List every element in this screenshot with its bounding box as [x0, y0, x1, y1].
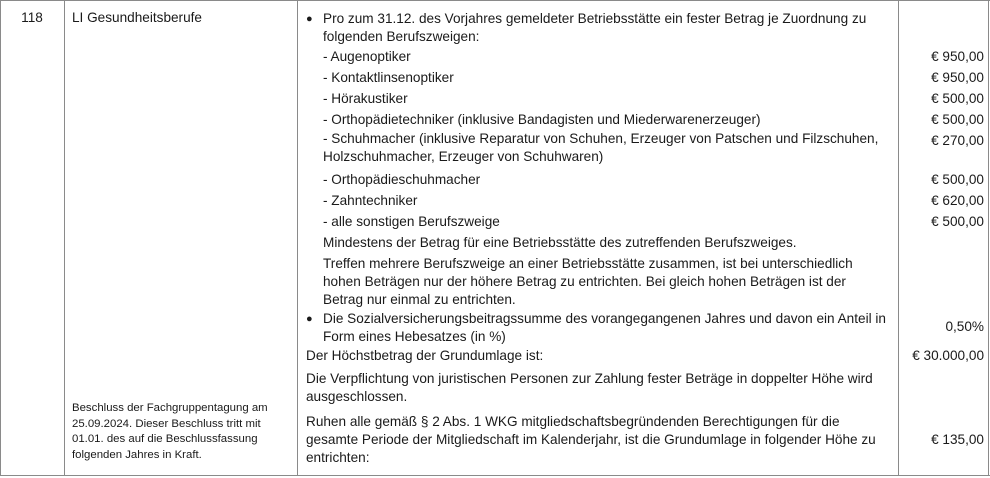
- profession-label: - Zahntechniker: [323, 193, 418, 208]
- max-amount-text: Der Höchstbetrag der Grundumlage ist:: [306, 348, 544, 363]
- profession-amount: € 950,00: [931, 49, 984, 64]
- profession-amount: € 500,00: [931, 214, 984, 229]
- legal-persons-text-line: ausgeschlossen.: [306, 389, 408, 404]
- table-border-top: [0, 0, 990, 1]
- bullet1-text-line: folgenden Berufszweigen:: [323, 29, 480, 44]
- bullet2-text-line: Die Sozialversicherungsbeitragssumme des vorangegangenen Jahres und davon ein Anteil in: [323, 311, 886, 326]
- profession-amount: € 500,00: [931, 91, 984, 106]
- bullet2-text-line: Form eines Hebesatzes (in %): [323, 329, 506, 344]
- bullet-icon: ●: [306, 313, 313, 325]
- profession-amount: € 950,00: [931, 70, 984, 85]
- profession-amount: € 500,00: [931, 172, 984, 187]
- multiple-text-line: hohen Beträgen nur der höhere Betrag zu entrichten. Bei gleich hohen Beträgen ist der: [323, 274, 846, 289]
- bullet-icon: ●: [306, 13, 313, 25]
- table-border-bottom: [0, 475, 990, 476]
- legal-persons-text-line: Die Verpflichtung von juristischen Personen zur Zahlung fester Beträge in doppelter Höhe wird: [306, 371, 873, 386]
- profession-amount: € 270,00: [931, 133, 984, 148]
- profession-label: - Orthopädieschuhmacher: [323, 172, 481, 187]
- profession-label-continued: Holzschuhmacher, Erzeuger von Schuhwaren): [323, 149, 604, 164]
- row-number: 118: [21, 10, 43, 25]
- column-divider-3: [898, 0, 899, 476]
- table-border-left: [0, 0, 1, 476]
- category-title: LI Gesundheitsberufe: [72, 10, 202, 25]
- profession-label: - Kontaktlinsenoptiker: [323, 70, 454, 85]
- profession-label: - Augenoptiker: [323, 49, 411, 64]
- dormant-text-line: gesamte Periode der Mitgliedschaft im Kalenderjahr, ist die Grundumlage in folgender Höhe zu: [306, 432, 876, 447]
- dormant-text-line: Ruhen alle gemäß § 2 Abs. 1 WKG mitgliedschaftsbegründenden Berechtigungen für die: [306, 414, 840, 429]
- profession-amount: € 620,00: [931, 193, 984, 208]
- max-amount-value: € 30.000,00: [912, 348, 984, 363]
- column-divider-2: [297, 0, 298, 476]
- bullet1-text-line: Pro zum 31.12. des Vorjahres gemeldeter Betriebsstätte ein fester Betrag je Zuordnung zu: [323, 11, 867, 26]
- hebesatz-amount: 0,50%: [945, 319, 984, 334]
- profession-label: - Hörakustiker: [323, 91, 408, 106]
- dormant-amount: € 135,00: [931, 432, 984, 447]
- dormant-text-line: entrichten:: [306, 450, 370, 465]
- table-border-right: [988, 0, 989, 476]
- multiple-text-line: Betrag nur einmal zu entrichten.: [323, 292, 516, 307]
- profession-amount: € 500,00: [931, 112, 984, 127]
- resolution-note: Beschluss der Fachgruppentagung am 25.09.2024. Dieser Beschluss tritt mit 01.01. des auf die Beschlussfassung folgenden Jahres in Kraft.: [72, 402, 268, 461]
- minimum-text: Mindestens der Betrag für eine Betriebsstätte des zutreffenden Berufszweiges.: [323, 235, 797, 250]
- column-divider-1: [64, 0, 65, 476]
- profession-label: - Orthopädietechniker (inklusive Bandagisten und Miederwarenerzeuger): [323, 112, 761, 127]
- profession-label: - Schuhmacher (inklusive Reparatur von Schuhen, Erzeuger von Patschen und Filzschuhen,: [323, 131, 879, 146]
- multiple-text-line: Treffen mehrere Berufszweige an einer Betriebsstätte zusammen, ist bei unterschiedlich: [323, 256, 853, 271]
- profession-label: - alle sonstigen Berufszweige: [323, 214, 500, 229]
